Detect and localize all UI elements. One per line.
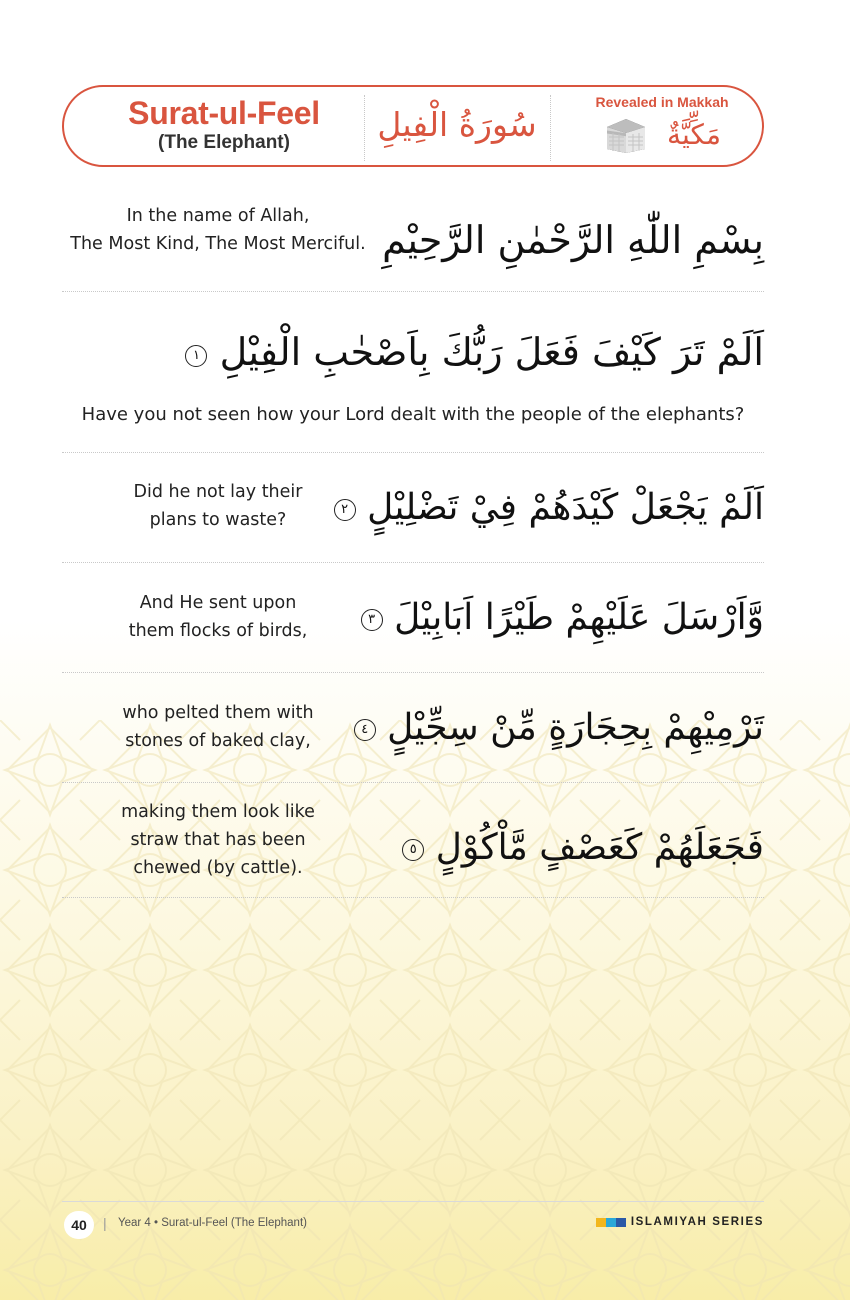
translation-line: The Most Kind, The Most Merciful. [70,234,366,254]
translation-line: who pelted them with [122,703,314,723]
translation-line: Did he not lay their [133,482,303,502]
kaaba-icon [603,115,649,155]
ayah-4-translation [62,699,374,755]
ayah-number-marker: ٥ [402,839,424,861]
divider [62,672,764,673]
ayah-5 [396,818,764,878]
translation-line: plans to waste? [149,510,287,530]
divider [62,562,764,563]
divider [62,291,764,292]
header-divider [550,95,551,161]
swatch-dark-blue [616,1218,626,1227]
surah-subtitle: (The Elephant) [158,132,290,153]
ayah-3 [355,588,764,648]
makkiyyah-arabic: مَكِّيَّةٌ [667,118,721,151]
revelation-block [562,93,762,155]
ayah-1-arabic: اَلَمْ تَرَ كَيْفَ فَعَلَ رَبُّكَ بِاَصْحٰبِ الْفِيْلِ [219,330,764,374]
swatch-yellow [596,1218,606,1227]
revealed-label: Revealed in Makkah [595,94,729,110]
ayah-number-marker: ٢ [334,499,356,521]
footer-breadcrumb: Year 4 • Surat-ul-Feel (The Elephant) [118,1217,307,1229]
basmala-translation [62,202,374,258]
ayah-number-marker: ٤ [354,719,376,741]
ayah-2-arabic: اَلَمْ يَجْعَلْ كَيْدَهُمْ فِيْ تَضْلِيْلٍ [367,487,764,528]
ayah-1 [179,322,764,382]
ayah-number-marker: ١ [185,345,207,367]
basmala-arabic: بِسْمِ اللّٰهِ الرَّحْمٰنِ الرَّحِيْمِ [382,218,764,262]
series-name: ISLAMIYAH SERIES [630,1216,764,1228]
ayah-5-arabic: فَجَعَلَهُمْ كَعَصْفٍ مَّاْكُوْلٍ [435,827,764,868]
ayah-number-marker: ٣ [361,609,383,631]
translation-line: chewed (by cattle). [133,858,303,878]
surah-header [62,85,764,167]
translation-line: In the name of Allah, [126,206,310,226]
translation-line: straw that has been [130,830,306,850]
divider [62,452,764,453]
footer-rule [62,1201,764,1202]
surah-title-block [94,95,354,155]
ayah-4 [348,698,764,758]
ayah-4-arabic: تَرْمِيْهِمْ بِحِجَارَةٍ مِّنْ سِجِّيْلٍ [387,707,764,748]
translation-line: And He sent upon [139,593,297,613]
page-number: 40 [64,1211,94,1239]
ayah-1-translation: Have you not seen how your Lord dealt with the people of the elephants? [81,404,745,425]
ayah-5-translation [62,798,374,882]
series-color-swatches [596,1218,626,1227]
divider [62,897,764,898]
translation-line: them flocks of birds, [128,621,308,641]
ayah-3-translation [62,589,374,645]
translation-line: making them look like [121,802,315,822]
translation-line: stones of baked clay, [125,731,311,751]
swatch-light-blue [606,1218,616,1227]
footer-separator: | [103,1215,107,1231]
series-brand [596,1216,764,1228]
surah-title: Surat-ul-Feel [128,95,320,131]
ayah-3-arabic: وَّاَرْسَلَ عَلَيْهِمْ طَيْرًا اَبَابِيْلَ [394,597,764,638]
divider [62,782,764,783]
ayah-2 [328,478,764,538]
surah-arabic-title: سُورَةُ الْفِيلِ [377,105,537,144]
